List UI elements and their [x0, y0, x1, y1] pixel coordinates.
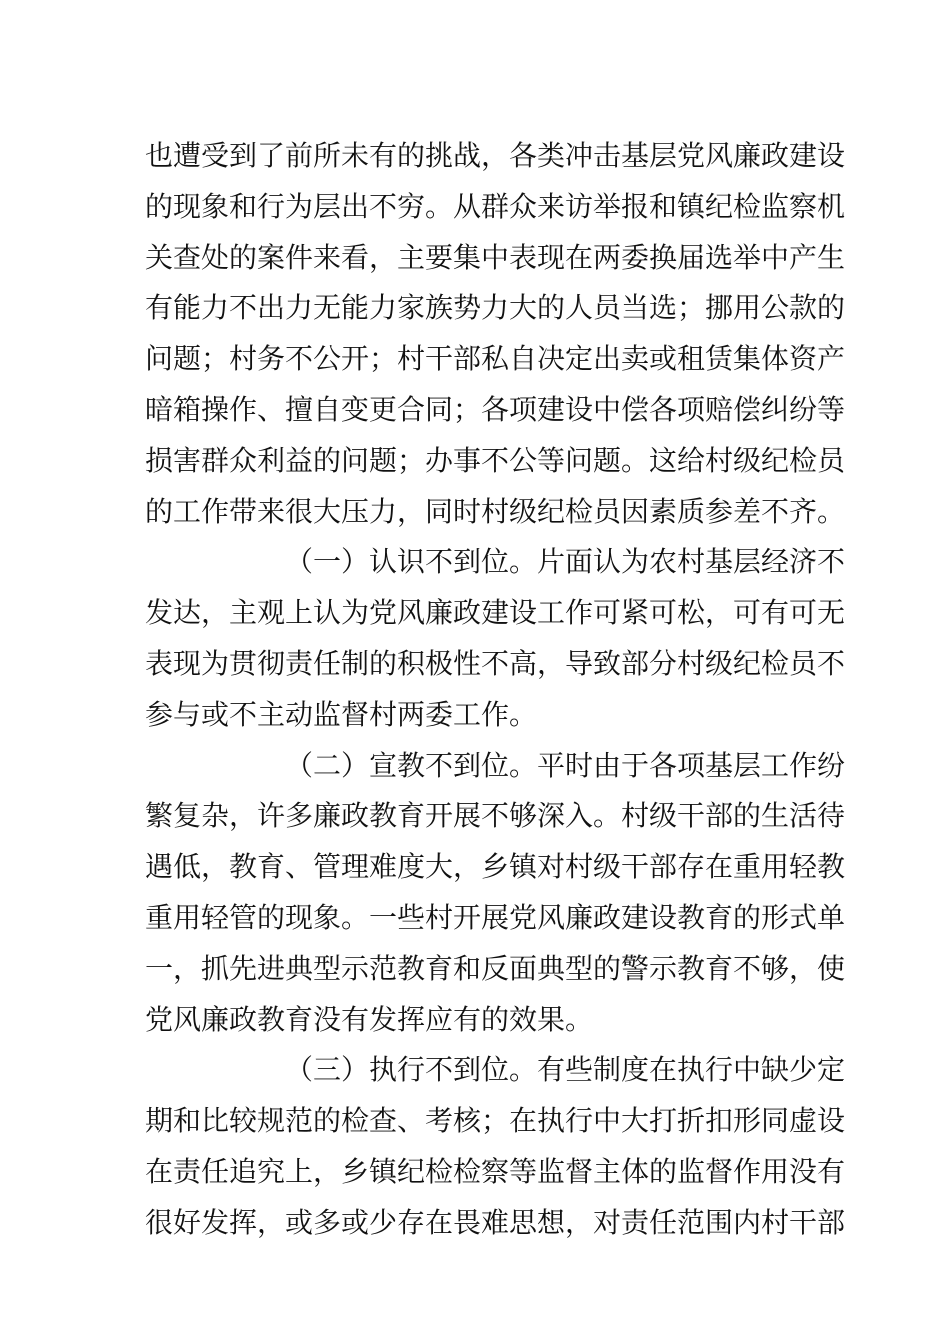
text-line: 党风廉政教育没有发挥应有的效果。 — [145, 1002, 594, 1036]
text-line: 很好发挥，或多或少存在畏难思想，对责任范围内村干部 — [145, 1205, 846, 1239]
text-line: 重用轻管的现象。一些村开展党风廉政建设教育的形式单 — [145, 900, 846, 934]
text-line: 表现为贯彻责任制的积极性不高，导致部分村级纪检员不 — [145, 646, 846, 680]
text-line: 期和比较规范的检查、考核；在执行中大打折扣形同虚设 — [145, 1104, 846, 1138]
text-line: 关查处的案件来看，主要集中表现在两委换届选举中产生 — [145, 240, 846, 274]
text-line: 参与或不主动监督村两委工作。 — [145, 697, 538, 731]
section-heading-line: （三）执行不到位。有些制度在执行中缺少定 — [285, 1053, 846, 1087]
text-line: 也遭受到了前所未有的挑战，各类冲击基层党风廉政建设 — [145, 139, 846, 172]
text-line: 遇低，教育、管理难度大，乡镇对村级干部存在重用轻教 — [145, 850, 846, 884]
text-line: 的工作带来很大压力，同时村级纪检员因素质参差不齐。 — [145, 494, 846, 528]
text-line: 在责任追究上，乡镇纪检检察等监督主体的监督作用没有 — [145, 1154, 846, 1188]
section-heading-line: （二）宣教不到位。平时由于各项基层工作纷 — [285, 748, 846, 782]
body-text — [145, 131, 846, 1249]
text-line: 发达，主观上认为党风廉政建设工作可紧可松，可有可无 — [145, 596, 846, 630]
text-line: 一，抓先进典型示范教育和反面典型的警示教育不够，使 — [145, 951, 846, 985]
text-line: 繁复杂，许多廉政教育开展不够深入。村级干部的生活待 — [145, 799, 846, 833]
text-line: 有能力不出力无能力家族势力大的人员当选；挪用公款的 — [145, 291, 846, 325]
text-line: 问题；村务不公开；村干部私自决定出卖或租赁集体资产 — [145, 342, 846, 376]
text-line: 的现象和行为层出不穷。从群众来访举报和镇纪检监察机 — [145, 189, 846, 223]
text-line: 暗箱操作、擅自变更合同；各项建设中偿各项赔偿纠纷等 — [145, 392, 846, 426]
text-line: 损害群众利益的问题；办事不公等问题。这给村级纪检员 — [145, 443, 846, 477]
section-heading-line: （一）认识不到位。片面认为农村基层经济不 — [285, 545, 846, 579]
